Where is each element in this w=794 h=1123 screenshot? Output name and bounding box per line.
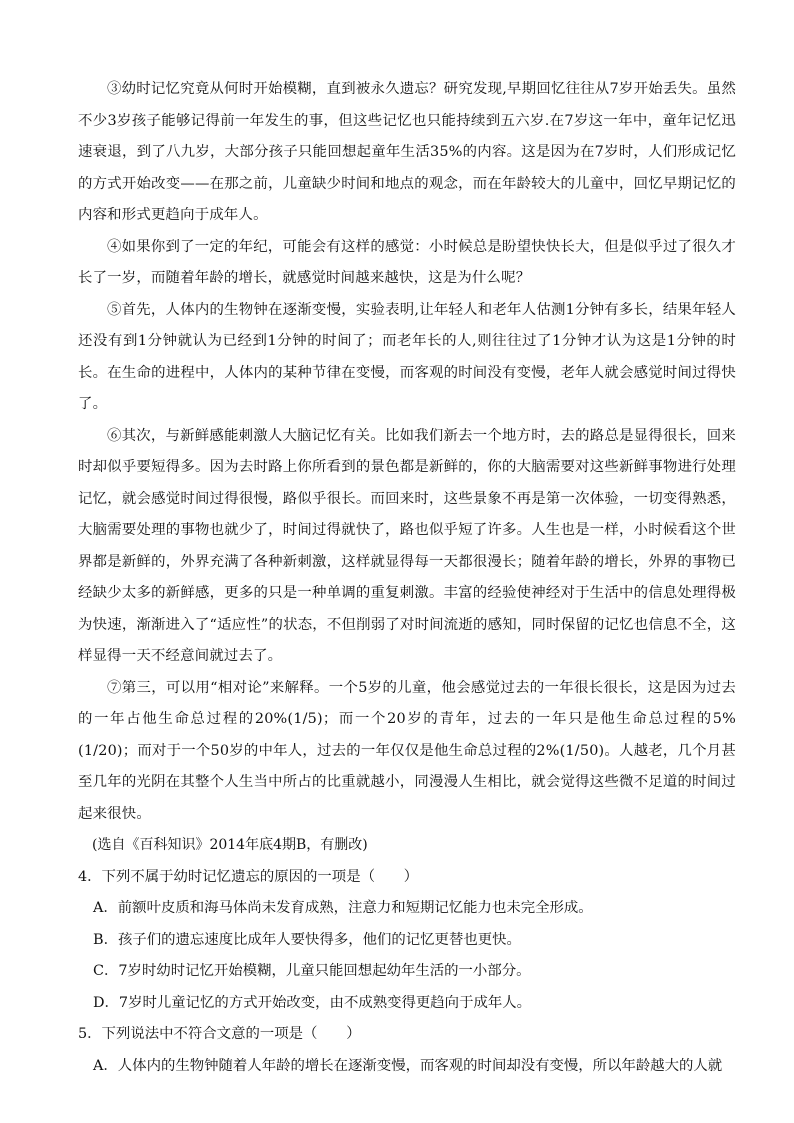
paragraph-3: ③幼时记忆究竟从何时开始模糊，直到被永久遗忘？研究发现,早期回忆往往从7岁开始丢失。虽然不少3岁孩子能够记得前一年发生的事，但这些记忆也只能持续到五六岁.在7岁这一年中，童年记忆迅速衰退，到了八九岁，大部分孩子只能回想起童年生活35%的内容。这是因为在7岁时，人们形成记忆的方式开始改变——在那之前，儿童缺少时间和地点的观念，而在年龄较大的儿童中，回忆早期记忆的内容和形式更趋向于成年人。 xyxy=(78,81,736,223)
question-stem: 5．下列说法中不符合文意的一项是（ ） xyxy=(78,1026,361,1042)
option-b: B．孩子们的遗忘速度比成年人要快得多，他们的记忆更替也更快。 xyxy=(93,931,521,948)
source-citation: (选自《百科知识》2014年底4期B，有删改) xyxy=(92,837,368,853)
paragraph-7: ⑦第三，可以用“相对论”来解释。一个5岁的儿童，他会感觉过去的一年很长很长，这是因为过去的一年占他生命总过程的20%(1/5)；而一个20岁的青年，过去的一年只是他生命总过程的5%(1/20)；而对于一个50岁的中年人，过去的一年仅仅是他生命总过程的2%(1/50)。人越老，几个月甚至几年的光阴在其整个人生当中所占的比重就越小，同漫漫人生相比，就会觉得这些微不足道的时间过起来很快。 xyxy=(78,679,736,822)
option-d: D．7岁时儿童记忆的方式开始改变，由不成熟变得更趋向于成年人。 xyxy=(93,994,532,1011)
option-c: C．7岁时幼时记忆开始模糊，儿童只能回想起幼年生活的一小部分。 xyxy=(93,963,531,979)
paragraph-6: ⑥其次，与新鲜感能刺激人大脑记忆有关。比如我们新去一个地方时，去的路总是显得很长，回来时却似乎要短得多。因为去时路上你所看到的景色都是新鲜的，你的大脑需要对这些新鲜事物进行处理记忆，就会感觉时间过得很慢，路似乎很长。而回来时，这些景象不再是第一次体验，一切变得熟悉，大脑需要处理的事物也就少了，时间过得就快了，路也似乎短了许多。人生也是一样，小时候看这个世界都是新鲜的，外界充满了各种新刺激，这样就显得每一天都很漫长；随着年龄的增长，外界的事物已经缺少太多的新鲜感，更多的只是一种单调的重复刺激。丰富的经验使神经对于生活中的信息处理得极为快速，渐渐进入了“适应性”的状态，不但削弱了对时间流逝的感知，同时保留的记忆也信息不全，这样显得一天不经意间就过去了。 xyxy=(78,427,736,664)
question-5 xyxy=(78,1019,736,1082)
paragraph-5: ⑤首先，人体内的生物钟在逐渐变慢，实验表明,让年轻人和老年人估测1分钟有多长，结果年轻人还没有到1分钟就认为已经到1分钟的时间了；而老年长的人,则往往过了1分钟才认为这是1分钟的时长。在生命的进程中，人体内的某种节律在变慢，而客观的时间没有变慢，老年人就会感觉时间过得快了。 xyxy=(78,301,736,412)
option-a: A．前额叶皮质和海马体尚未发育成熟，注意力和短期记忆能力也未完全形成。 xyxy=(93,900,593,916)
option-a: A．人体内的生物钟随着人年龄的增长在逐渐变慢，而客观的时间却没有变慢，所以年龄越大的人就 xyxy=(93,1057,723,1074)
paragraph-4: ④如果你到了一定的年纪，可能会有这样的感觉：小时候总是盼望快快长大，但是似乎过了很久才长了一岁，而随着年龄的增长，就感觉时间越来越快，这是为什么呢？ xyxy=(78,238,736,286)
question-stem: 4．下列不属于幼时记忆遗忘的原因的一项是（ ） xyxy=(78,868,419,885)
question-4 xyxy=(78,862,736,1020)
